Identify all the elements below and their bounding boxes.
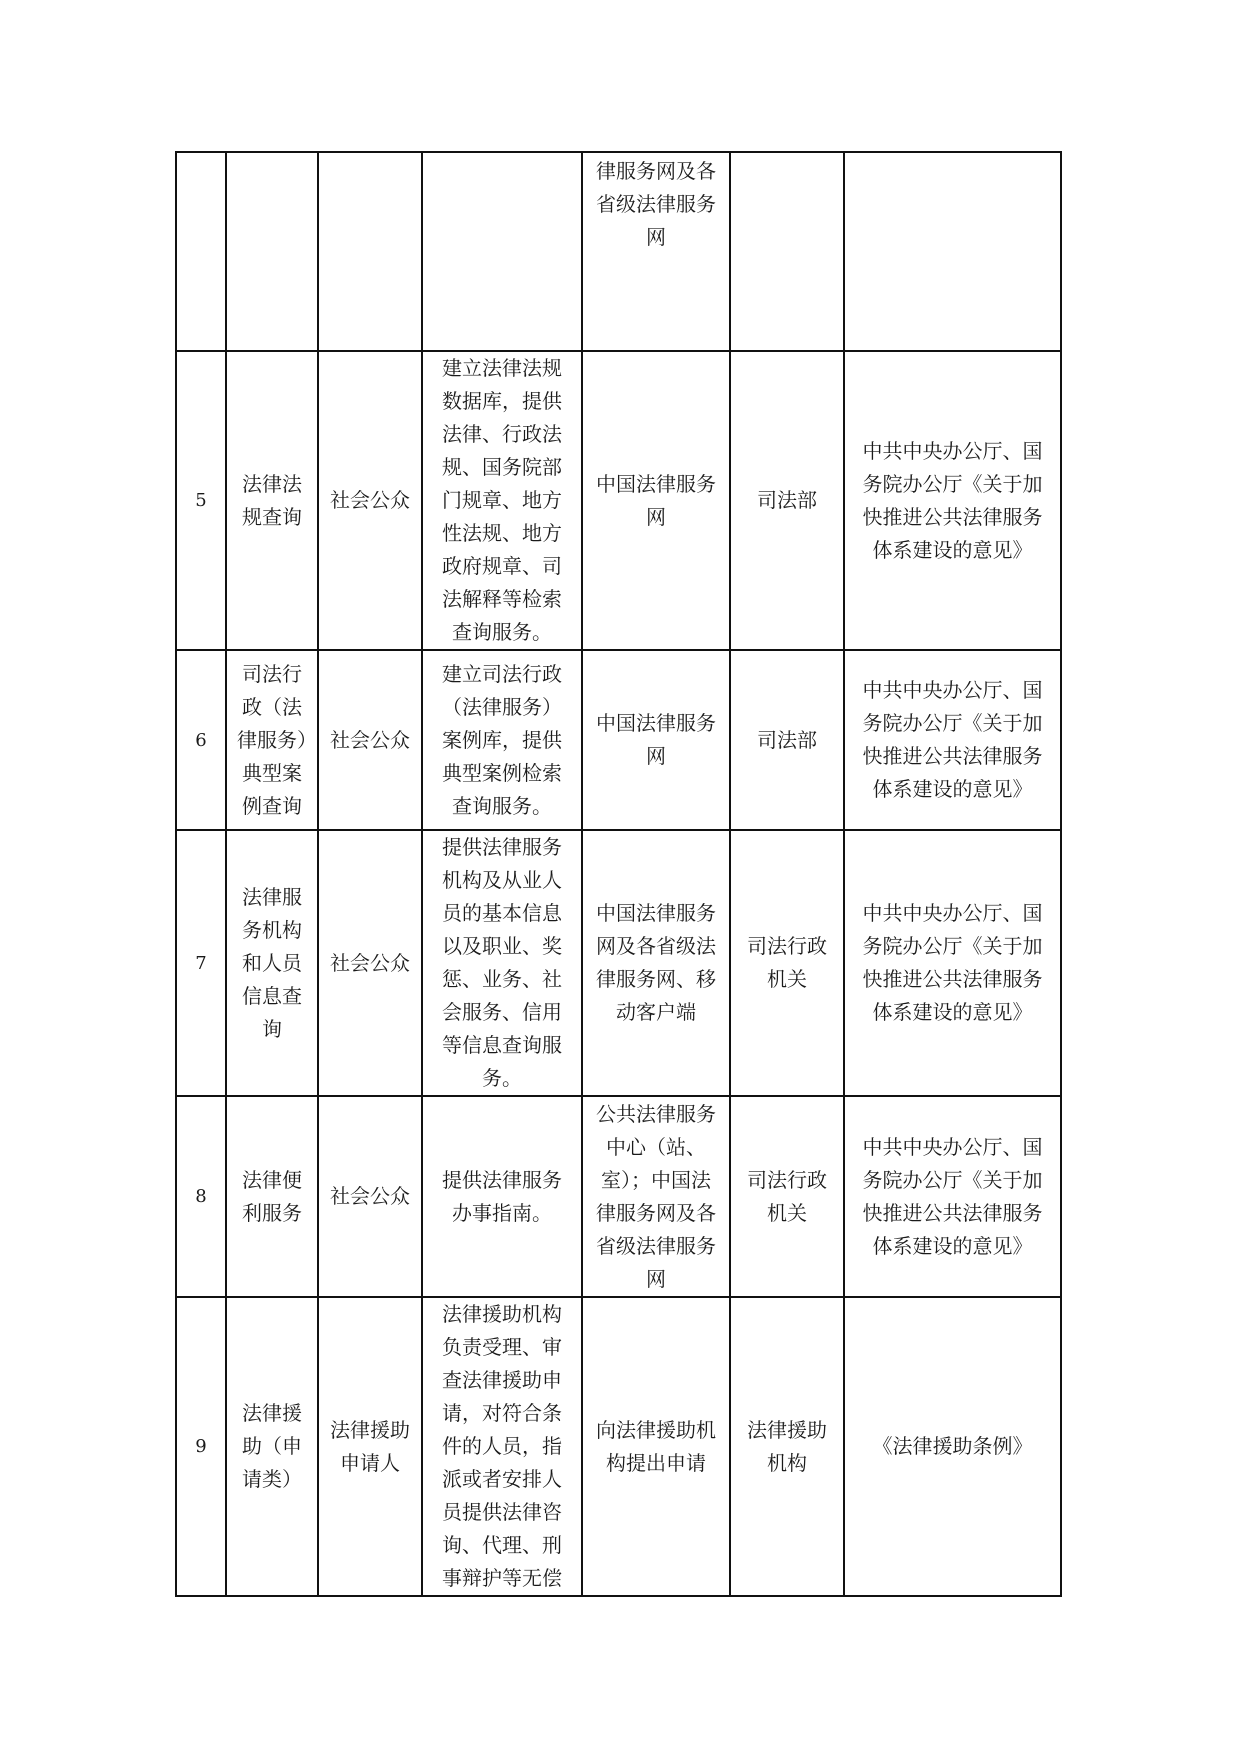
service-item [226,152,318,351]
table-row [176,351,1061,650]
service-basis: 中共中央办公厅、国务院办公厅《关于加快推进公共法律服务体系建设的意见》 [844,650,1061,830]
service-item: 法律法规查询 [226,351,318,650]
service-provider: 司法部 [730,650,844,830]
service-target: 法律援助申请人 [318,1297,422,1596]
service-basis: 中共中央办公厅、国务院办公厅《关于加快推进公共法律服务体系建设的意见》 [844,1096,1061,1297]
service-target: 社会公众 [318,351,422,650]
service-channel: 中国法律服务网 [582,351,730,650]
row-number: 6 [176,650,226,830]
service-content [422,152,582,351]
service-provider [730,152,844,351]
table-row [176,1297,1061,1596]
services-table [175,151,1062,1597]
table-row [176,830,1061,1096]
table-row [176,1096,1061,1297]
service-content: 建立法律法规数据库，提供法律、行政法规、国务院部门规章、地方性法规、地方政府规章、司法解释等检索查询服务。 [422,351,582,650]
service-basis: 中共中央办公厅、国务院办公厅《关于加快推进公共法律服务体系建设的意见》 [844,351,1061,650]
service-provider: 法律援助机构 [730,1297,844,1596]
service-provider: 司法行政机关 [730,830,844,1096]
row-number: 8 [176,1096,226,1297]
service-target [318,152,422,351]
service-item: 法律援助（申请类） [226,1297,318,1596]
service-basis: 《法律援助条例》 [844,1297,1061,1596]
service-channel: 中国法律服务网 [582,650,730,830]
service-provider: 司法行政机关 [730,1096,844,1297]
service-content: 提供法律服务办事指南。 [422,1096,582,1297]
service-item: 法律便利服务 [226,1096,318,1297]
service-channel: 律服务网及各省级法律服务网 [582,152,730,351]
service-content: 建立司法行政（法律服务）案例库，提供典型案例检索查询服务。 [422,650,582,830]
table-row [176,152,1061,351]
row-number: 7 [176,830,226,1096]
service-item: 法律服务机构和人员信息查询 [226,830,318,1096]
service-provider: 司法部 [730,351,844,650]
service-content: 法律援助机构负责受理、审查法律援助申请，对符合条件的人员，指派或者安排人员提供法律咨询、代理、刑事辩护等无偿 [422,1297,582,1596]
row-number [176,152,226,351]
service-basis: 中共中央办公厅、国务院办公厅《关于加快推进公共法律服务体系建设的意见》 [844,830,1061,1096]
table-row [176,650,1061,830]
service-channel: 公共法律服务中心（站、室）；中国法律服务网及各省级法律服务网 [582,1096,730,1297]
service-target: 社会公众 [318,1096,422,1297]
row-number: 5 [176,351,226,650]
service-basis [844,152,1061,351]
row-number: 9 [176,1297,226,1596]
service-channel: 中国法律服务网及各省级法律服务网、移动客户端 [582,830,730,1096]
service-target: 社会公众 [318,650,422,830]
service-target: 社会公众 [318,830,422,1096]
service-channel: 向法律援助机构提出申请 [582,1297,730,1596]
service-content: 提供法律服务机构及从业人员的基本信息以及职业、奖惩、业务、社会服务、信用等信息查询服务。 [422,830,582,1096]
service-item: 司法行政（法律服务）典型案例查询 [226,650,318,830]
